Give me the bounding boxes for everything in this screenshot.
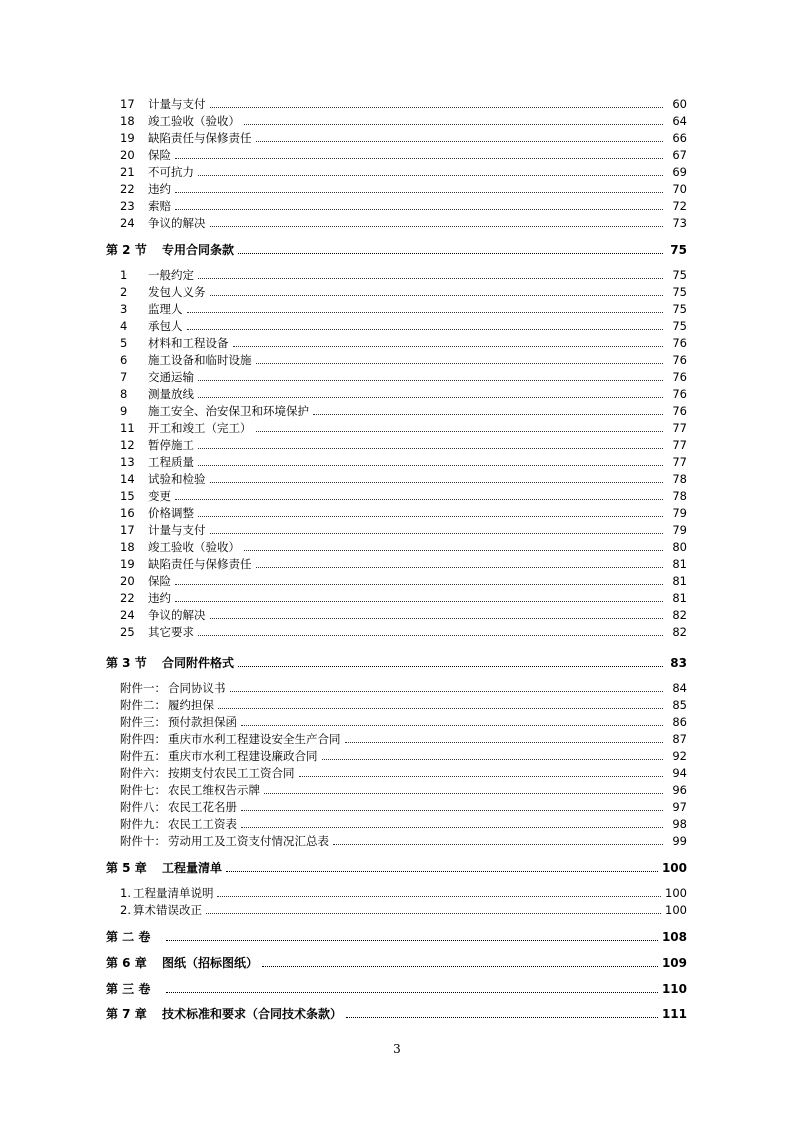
- dot-leader: [198, 447, 663, 449]
- toc-entry[interactable]: [120, 131, 687, 145]
- dot-leader: [210, 532, 664, 534]
- toc-entry-title: 履约担保: [168, 698, 214, 712]
- dot-leader: [187, 328, 664, 330]
- toc-entry-number: 2.: [120, 903, 131, 917]
- toc-entry[interactable]: [120, 336, 687, 350]
- toc-entry-title: 工程量清单说明: [132, 886, 214, 900]
- dot-leader: [175, 600, 663, 602]
- toc-entry-page: 94: [672, 766, 687, 780]
- toc-entry[interactable]: [120, 817, 687, 831]
- toc-entry[interactable]: [120, 370, 687, 384]
- toc-entry-number: 20: [120, 148, 135, 162]
- dot-leader: [187, 311, 664, 313]
- toc-entry-page: 64: [672, 114, 687, 128]
- toc-entry-title: 合同附件格式: [162, 656, 235, 670]
- dot-leader: [322, 758, 664, 760]
- toc-entry[interactable]: [120, 732, 687, 746]
- toc-entry-number: 24: [120, 216, 135, 230]
- toc-entry-page: 81: [672, 591, 687, 605]
- toc-entry-page: 70: [672, 182, 687, 196]
- dot-leader: [175, 208, 663, 210]
- toc-entry-page: 67: [672, 148, 687, 162]
- dot-leader: [313, 413, 663, 415]
- toc-entry[interactable]: [120, 591, 687, 605]
- dot-leader: [262, 965, 658, 967]
- toc-entry[interactable]: [106, 1007, 687, 1021]
- dot-leader: [210, 617, 664, 619]
- toc-entry[interactable]: [120, 523, 687, 537]
- toc-entry-number: 25: [120, 625, 135, 639]
- toc-entry-title: 重庆市水利工程建设廉政合同: [168, 749, 318, 763]
- toc-entry-number: 19: [120, 131, 135, 145]
- toc-entry-number: 第 2 节: [106, 243, 147, 257]
- toc-entry-page: 79: [672, 523, 687, 537]
- toc-entry-page: 78: [672, 489, 687, 503]
- toc-entry-title: 计量与支付: [148, 523, 206, 537]
- toc-entry-title: 劳动用工及工资支付情况汇总表: [168, 834, 329, 848]
- toc-entry-title: 工程量清单: [162, 861, 223, 875]
- dot-leader: [166, 939, 658, 941]
- toc-entry-page: 92: [672, 749, 687, 763]
- toc-entry[interactable]: [120, 319, 687, 333]
- dot-leader: [210, 106, 664, 108]
- toc-entry-number: 附件七：: [120, 783, 166, 797]
- dot-leader: [346, 1016, 658, 1018]
- toc-entry-page: 96: [672, 783, 687, 797]
- toc-entry-number: 20: [120, 574, 135, 588]
- toc-entry[interactable]: [120, 404, 687, 418]
- toc-entry-number: 第 7 章: [106, 1007, 147, 1021]
- toc-entry[interactable]: [120, 472, 687, 486]
- toc-entry-page: 76: [672, 404, 687, 418]
- toc-entry-title: 农民工维权告示牌: [168, 783, 260, 797]
- toc-entry-title: 不可抗力: [148, 165, 194, 179]
- toc-entry-page: 76: [672, 387, 687, 401]
- toc-entry-page: 60: [672, 97, 687, 111]
- toc-entry-page: 75: [672, 302, 687, 316]
- toc-entry-number: 11: [120, 421, 135, 435]
- toc-entry-number: 第 6 章: [106, 956, 147, 970]
- toc-entry-page: 69: [672, 165, 687, 179]
- toc-entry-title: 测量放线: [148, 387, 194, 401]
- dot-leader: [226, 870, 658, 872]
- toc-entry[interactable]: [106, 243, 687, 257]
- toc-entry-number: 8: [120, 387, 128, 401]
- dot-leader: [206, 912, 661, 914]
- toc-entry-number: 1.: [120, 886, 131, 900]
- toc-entry-page: 87: [672, 732, 687, 746]
- dot-leader: [210, 481, 664, 483]
- dot-leader: [175, 157, 663, 159]
- toc-entry-page: 86: [672, 715, 687, 729]
- toc-entry-page: 73: [672, 216, 687, 230]
- toc-entry-number: 18: [120, 114, 135, 128]
- toc-entry-page: 77: [672, 438, 687, 452]
- toc-entry-title: 施工设备和临时设施: [148, 353, 252, 367]
- dot-leader: [238, 252, 663, 254]
- toc-entry-title: 保险: [148, 148, 171, 162]
- toc-entry[interactable]: [120, 387, 687, 401]
- toc-entry[interactable]: [120, 268, 687, 282]
- toc-entry-number: 13: [120, 455, 135, 469]
- toc-entry-title: 承包人: [148, 319, 183, 333]
- toc-entry-number: 第 5 章: [106, 861, 147, 875]
- toc-entry[interactable]: [120, 148, 687, 162]
- toc-entry-title: 监理人: [148, 302, 183, 316]
- toc-entry-number: 附件八：: [120, 800, 166, 814]
- toc-entry[interactable]: [120, 353, 687, 367]
- toc-entry-page: 100: [665, 886, 687, 900]
- toc-entry-title: 缺陷责任与保修责任: [148, 131, 252, 145]
- dot-leader: [218, 707, 663, 709]
- toc-entry[interactable]: [120, 698, 687, 712]
- toc-entry-title: 其它要求: [148, 625, 194, 639]
- toc-entry[interactable]: [120, 97, 687, 111]
- toc-entry-title: 违约: [148, 591, 171, 605]
- toc-entry-page: 100: [661, 861, 687, 875]
- toc-entry-title: 竣工验收（验收）: [148, 540, 240, 554]
- toc-entry-page: 66: [672, 131, 687, 145]
- toc-entry-number: 第 3 节: [106, 656, 147, 670]
- toc-entry-number: 17: [120, 97, 135, 111]
- toc-entry-number: 附件四：: [120, 732, 166, 746]
- toc-entry-page: 78: [672, 472, 687, 486]
- dot-leader: [256, 430, 664, 432]
- toc-entry[interactable]: [120, 165, 687, 179]
- toc-entry[interactable]: [120, 715, 687, 729]
- toc-entry[interactable]: [120, 886, 687, 900]
- dot-leader: [241, 809, 663, 811]
- toc-entry-title: 计量与支付: [148, 97, 206, 111]
- toc-entry-number: 9: [120, 404, 128, 418]
- toc-entry-page: 76: [672, 353, 687, 367]
- toc-entry-number: 附件十：: [120, 834, 166, 848]
- dot-leader: [256, 140, 664, 142]
- toc-entry-page: 110: [661, 982, 687, 996]
- dot-leader: [198, 174, 663, 176]
- dot-leader: [198, 379, 663, 381]
- toc-entry[interactable]: [106, 930, 687, 944]
- toc-entry-page: 100: [665, 903, 687, 917]
- toc-entry-page: 81: [672, 574, 687, 588]
- toc-entry-page: 81: [672, 557, 687, 571]
- toc-entry[interactable]: [120, 199, 687, 213]
- toc-entry-number: 第 三 卷: [106, 982, 151, 996]
- toc-entry-number: 2: [120, 285, 128, 299]
- dot-leader: [244, 549, 663, 551]
- dot-leader: [299, 775, 664, 777]
- toc-entry-title: 变更: [148, 489, 171, 503]
- toc-entry[interactable]: [120, 749, 687, 763]
- toc-entry-page: 82: [672, 625, 687, 639]
- toc-entry-number: 附件二：: [120, 698, 166, 712]
- toc-entry-number: 17: [120, 523, 135, 537]
- dot-leader: [198, 277, 663, 279]
- toc-entry-number: 6: [120, 353, 128, 367]
- toc-entry[interactable]: [120, 574, 687, 588]
- toc-entry-title: 价格调整: [148, 506, 194, 520]
- toc-entry-number: 附件六：: [120, 766, 166, 780]
- dot-leader: [230, 690, 664, 692]
- toc-entry-page: 83: [670, 656, 687, 670]
- toc-entry-number: 附件一：: [120, 681, 166, 695]
- toc-entry[interactable]: [120, 302, 687, 316]
- toc-entry[interactable]: [120, 625, 687, 639]
- toc-entry-title: 施工安全、治安保卫和环境保护: [148, 404, 309, 418]
- dot-leader: [256, 362, 664, 364]
- toc-entry-title: 图纸（招标图纸）: [162, 956, 259, 970]
- toc-entry-page: 75: [672, 268, 687, 282]
- toc-entry-number: 14: [120, 472, 135, 486]
- toc-entry[interactable]: [120, 114, 687, 128]
- toc-entry-number: 24: [120, 608, 135, 622]
- toc-entry-page: 76: [672, 336, 687, 350]
- toc-entry-title: 合同协议书: [168, 681, 226, 695]
- toc-entry-number: 12: [120, 438, 135, 452]
- dot-leader: [217, 895, 661, 897]
- dot-leader: [241, 724, 663, 726]
- dot-leader: [198, 396, 663, 398]
- toc-entry-title: 重庆市水利工程建设安全生产合同: [168, 732, 341, 746]
- toc-entry-page: 109: [661, 956, 687, 970]
- toc-entry[interactable]: [106, 656, 687, 670]
- toc-entry-number: 21: [120, 165, 135, 179]
- toc-entry-page: 72: [672, 199, 687, 213]
- toc-entry-number: 7: [120, 370, 128, 384]
- toc-entry[interactable]: [120, 903, 687, 917]
- dot-leader: [175, 498, 663, 500]
- dot-leader: [210, 225, 664, 227]
- toc-entry[interactable]: [106, 956, 687, 970]
- toc-entry[interactable]: [120, 455, 687, 469]
- toc-entry-page: 98: [672, 817, 687, 831]
- toc-entry-number: 18: [120, 540, 135, 554]
- page-number: 3: [393, 1042, 401, 1056]
- toc-entry[interactable]: [120, 506, 687, 520]
- toc-entry-title: 技术标准和要求（合同技术条款）: [162, 1007, 343, 1021]
- toc-entry[interactable]: [120, 489, 687, 503]
- dot-leader: [345, 741, 664, 743]
- toc-entry[interactable]: [120, 557, 687, 571]
- dot-leader: [241, 826, 663, 828]
- toc-entry-title: 交通运输: [148, 370, 194, 384]
- toc-entry-page: 84: [672, 681, 687, 695]
- toc-entry-page: 85: [672, 698, 687, 712]
- toc-entry-title: 争议的解决: [148, 216, 206, 230]
- toc-entry-page: 82: [672, 608, 687, 622]
- toc-entry-title: 工程质量: [148, 455, 194, 469]
- dot-leader: [233, 345, 664, 347]
- toc-entry-page: 77: [672, 455, 687, 469]
- toc-entry-page: 80: [672, 540, 687, 554]
- toc-entry-title: 材料和工程设备: [148, 336, 229, 350]
- toc-entry-number: 1: [120, 268, 128, 282]
- toc-entry-title: 农民工工资表: [168, 817, 237, 831]
- toc-entry[interactable]: [106, 861, 687, 875]
- toc-entry-title: 争议的解决: [148, 608, 206, 622]
- toc-entry[interactable]: [120, 540, 687, 554]
- dot-leader: [166, 991, 658, 993]
- toc-entry-title: 农民工花名册: [168, 800, 237, 814]
- toc-entry-title: 索赔: [148, 199, 171, 213]
- toc-entry[interactable]: [120, 285, 687, 299]
- toc-entry-title: 试验和检验: [148, 472, 206, 486]
- dot-leader: [175, 583, 663, 585]
- toc-entry-title: 发包人义务: [148, 285, 206, 299]
- toc-entry-title: 开工和竣工（完工）: [148, 421, 252, 435]
- toc-entry[interactable]: [120, 766, 687, 780]
- dot-leader: [198, 464, 663, 466]
- toc-entry[interactable]: [120, 800, 687, 814]
- toc-entry[interactable]: [106, 982, 687, 996]
- toc-entry[interactable]: [120, 421, 687, 435]
- toc-entry-page: 75: [670, 243, 687, 257]
- dot-leader: [210, 294, 664, 296]
- toc-entry-number: 3: [120, 302, 128, 316]
- toc-entry-number: 附件九：: [120, 817, 166, 831]
- toc-entry[interactable]: [120, 608, 687, 622]
- toc-entry-number: 4: [120, 319, 128, 333]
- toc-entry-number: 附件五：: [120, 749, 166, 763]
- dot-leader: [333, 843, 663, 845]
- toc-entry-number: 22: [120, 182, 135, 196]
- toc-entry-number: 附件三：: [120, 715, 166, 729]
- toc-entry-title: 暂停施工: [148, 438, 194, 452]
- toc-entry-title: 保险: [148, 574, 171, 588]
- toc-entry-title: 按期支付农民工工资合同: [168, 766, 295, 780]
- toc-entry[interactable]: [120, 438, 687, 452]
- dot-leader: [244, 123, 663, 125]
- toc-entry-page: 75: [672, 285, 687, 299]
- toc-entry-number: 19: [120, 557, 135, 571]
- toc-entry-title: 违约: [148, 182, 171, 196]
- toc-entry-number: 第 二 卷: [106, 930, 151, 944]
- toc-entry-title: 专用合同条款: [162, 243, 235, 257]
- toc-entry-number: 23: [120, 199, 135, 213]
- dot-leader: [175, 191, 663, 193]
- toc-entry-number: 22: [120, 591, 135, 605]
- toc-entry-page: 77: [672, 421, 687, 435]
- toc-entry-title: 一般约定: [148, 268, 194, 282]
- toc-entry-number: 15: [120, 489, 135, 503]
- toc-entry-title: 缺陷责任与保修责任: [148, 557, 252, 571]
- toc-entry-page: 99: [672, 834, 687, 848]
- toc-entry[interactable]: [120, 216, 687, 230]
- toc-entry[interactable]: [120, 834, 687, 848]
- toc-entry-title: 竣工验收（验收）: [148, 114, 240, 128]
- toc-entry-page: 108: [661, 930, 687, 944]
- toc-entry[interactable]: [120, 182, 687, 196]
- toc-entry-page: 111: [661, 1007, 687, 1021]
- dot-leader: [256, 566, 664, 568]
- toc-entry[interactable]: [120, 681, 687, 695]
- toc-entry-page: 76: [672, 370, 687, 384]
- dot-leader: [264, 792, 663, 794]
- dot-leader: [238, 665, 663, 667]
- toc-entry-number: 16: [120, 506, 135, 520]
- dot-leader: [198, 634, 663, 636]
- toc-entry-page: 79: [672, 506, 687, 520]
- toc-entry-number: 5: [120, 336, 128, 350]
- toc-entry-page: 97: [672, 800, 687, 814]
- toc-entry-title: 预付款担保函: [168, 715, 237, 729]
- toc-entry[interactable]: [120, 783, 687, 797]
- toc-entry-title: 算术错误改正: [132, 903, 202, 917]
- toc-entry-page: 75: [672, 319, 687, 333]
- dot-leader: [198, 515, 663, 517]
